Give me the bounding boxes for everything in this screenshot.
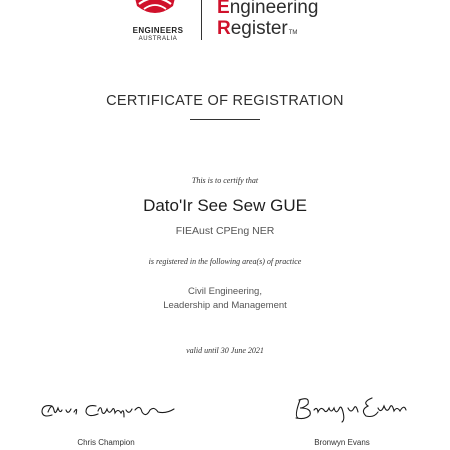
registered-statement: is registered in the following area(s) of practice (148, 257, 302, 266)
bronwyn-evans-signature (290, 394, 410, 424)
title-underline (190, 119, 260, 120)
post-nominals: FIEAust CPEng NER (175, 225, 275, 237)
validity-date: valid until 30 June 2021 (186, 346, 264, 355)
signatory-name-left: Chris Champion (77, 438, 135, 447)
organisation-name (118, 27, 198, 43)
engineering-register-logo (217, 0, 318, 39)
engineers-australia-logo-icon (130, 0, 180, 18)
area-of-practice-item: Civil Engineering, (188, 286, 262, 297)
holder-name: Dato'Ir See Sew GUE (143, 196, 307, 215)
register-word-engineering: ngineering (229, 0, 319, 18)
register-line2 (217, 18, 318, 39)
areas-of-practice (0, 285, 450, 313)
certificate-title: CERTIFICATE OF REGISTRATION (106, 93, 344, 109)
area-of-practice-item: Leadership and Management (163, 300, 287, 311)
certify-statement: This is to certify that (191, 176, 259, 185)
register-initial-r: R (217, 18, 231, 39)
chris-champion-signature (38, 398, 178, 422)
register-word-register: egister (230, 18, 288, 39)
register-initial-e: E (217, 0, 230, 18)
trademark-mark: TM (288, 30, 298, 36)
signatory-name-right: Bronwyn Evans (314, 438, 370, 447)
organisation-name-line2: AUSTRALIA (138, 36, 178, 43)
organisation-name-line1: ENGINEERS (132, 26, 184, 35)
register-line1 (217, 0, 318, 18)
logo-divider (201, 0, 202, 40)
